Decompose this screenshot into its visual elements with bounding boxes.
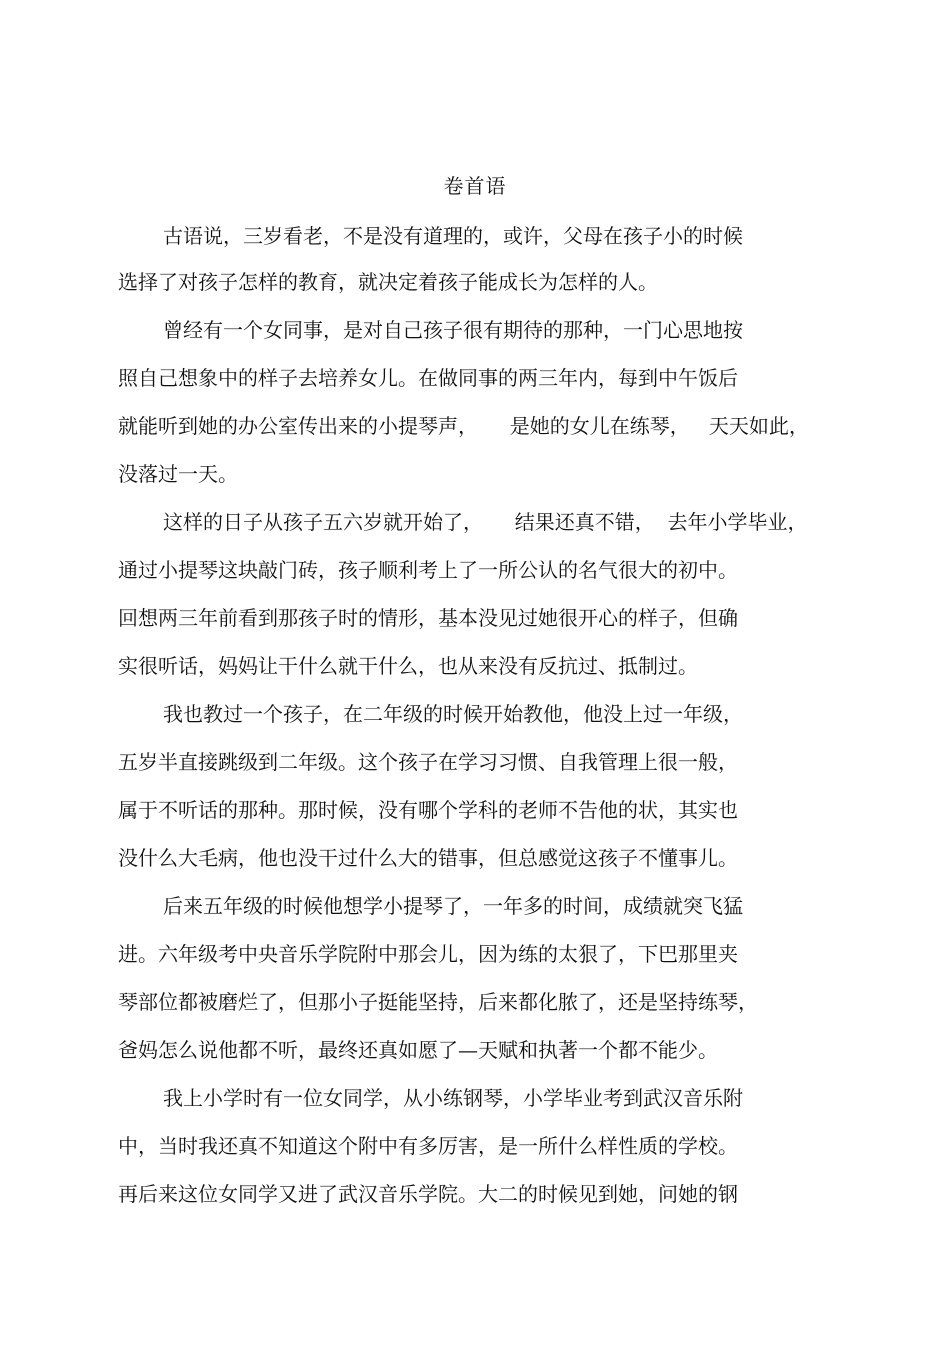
text-line: 回想两三年前看到那孩子时的情形，基本没见过她很开心的样子，但确 bbox=[118, 606, 738, 630]
text-line: 再后来这位女同学又进了武汉音乐学院。大二的时候见到她，问她的钢 bbox=[118, 1182, 738, 1206]
text-line: 照自己想象中的样子去培养女儿。在做同事的两三年内，每到中午饭后 bbox=[118, 366, 738, 390]
text-line: 选择了对孩子怎样的教育，就决定着孩子能成长为怎样的人。 bbox=[118, 270, 658, 294]
text-line: 爸妈怎么说他都不听，最终还真如愿了—天赋和执著一个都不能少。 bbox=[118, 1038, 718, 1062]
document-title: 卷首语 bbox=[443, 174, 507, 198]
text-line: 实很听话，妈妈让干什么就干什么，也从来没有反抗过、抵制过。 bbox=[118, 654, 698, 678]
text-line: 这样的日子从孩子五六岁就开始了， 结果还真不错， 去年小学毕业， bbox=[163, 510, 808, 534]
text-line: 中，当时我还真不知道这个附中有多厉害，是一所什么样性质的学校。 bbox=[118, 1134, 738, 1158]
text-line: 曾经有一个女同事，是对自己孩子很有期待的那种，一门心思地按 bbox=[163, 318, 743, 342]
text-line: 我也教过一个孩子，在二年级的时候开始教他，他没上过一年级， bbox=[163, 702, 743, 726]
text-line: 进。六年级考中央音乐学院附中那会儿，因为练的太狠了，下巴那里夹 bbox=[118, 942, 738, 966]
text-line: 琴部位都被磨烂了，但那小子挺能坚持，后来都化脓了，还是坚持练琴， bbox=[118, 990, 758, 1014]
text-line: 古语说，三岁看老，不是没有道理的，或许，父母在孩子小的时候 bbox=[163, 224, 743, 248]
text-line: 没落过一天。 bbox=[118, 462, 238, 486]
text-line: 就能听到她的办公室传出来的小提琴声， 是她的女儿在练琴， 天天如此， bbox=[118, 414, 809, 438]
text-line: 五岁半直接跳级到二年级。这个孩子在学习习惯、自我管理上很一般， bbox=[118, 750, 738, 774]
text-line: 通过小提琴这块敲门砖，孩子顺利考上了一所公认的名气很大的初中。 bbox=[118, 558, 738, 582]
text-line: 属于不听话的那种。那时候，没有哪个学科的老师不告他的状，其实也 bbox=[118, 798, 738, 822]
text-line: 我上小学时有一位女同学，从小练钢琴，小学毕业考到武汉音乐附 bbox=[163, 1086, 743, 1110]
text-line: 没什么大毛病，他也没干过什么大的错事，但总感觉这孩子不懂事儿。 bbox=[118, 846, 738, 870]
text-line: 后来五年级的时候他想学小提琴了，一年多的时间，成绩就突飞猛 bbox=[163, 894, 743, 918]
